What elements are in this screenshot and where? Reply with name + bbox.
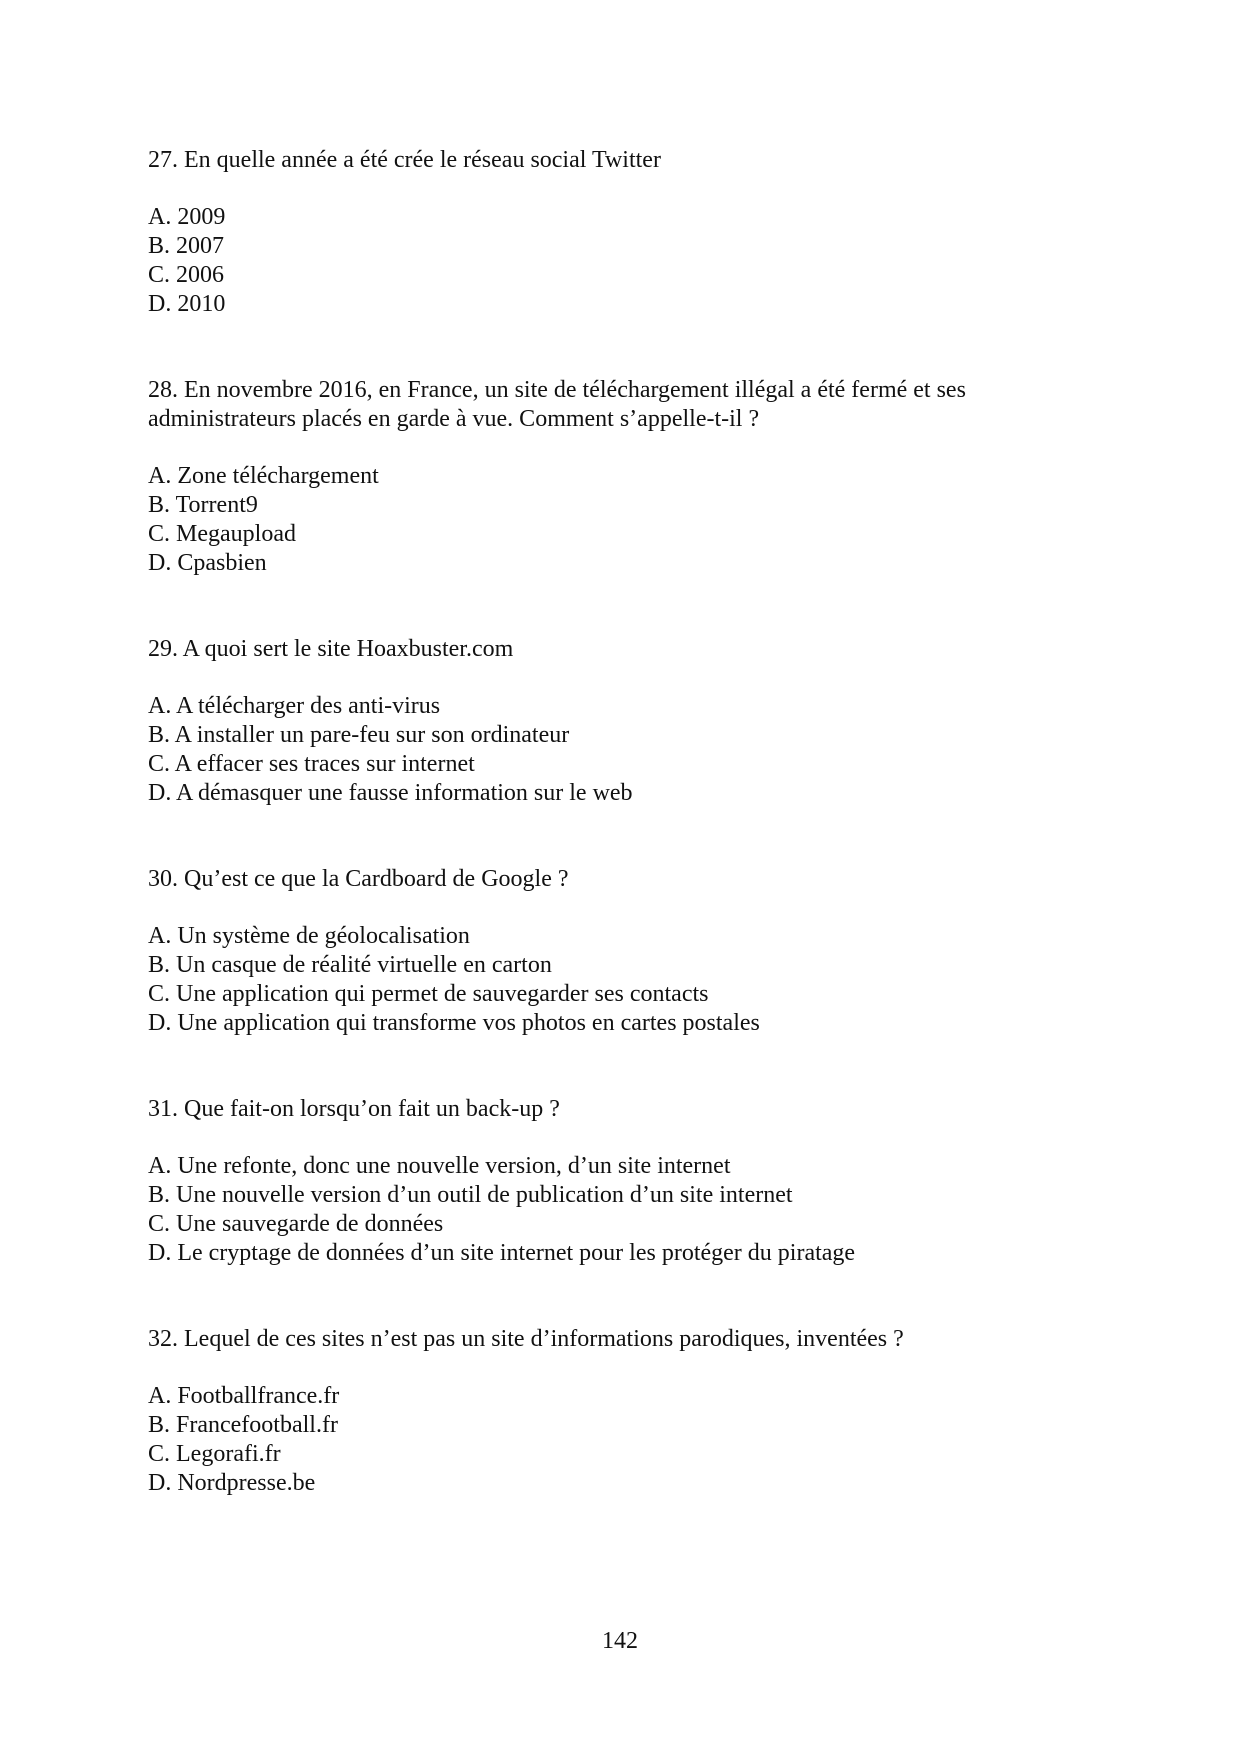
- answer-option: B. Un casque de réalité virtuelle en carton: [148, 952, 552, 978]
- question-text: 31. Que fait-on lorsqu’on fait un back-up ?: [148, 1096, 560, 1122]
- question-list: [148, 146, 1108, 1555]
- answer-option: A. Un système de géolocalisation: [148, 923, 470, 949]
- answer-option: B. Une nouvelle version d’un outil de publication d’un site internet: [148, 1182, 793, 1208]
- question-30: [148, 865, 1108, 1038]
- answer-option: D. Nordpresse.be: [148, 1470, 316, 1496]
- answer-option: D. Le cryptage de données d’un site internet pour les protéger du piratage: [148, 1240, 856, 1266]
- answer-option: B. Francefootball.fr: [148, 1412, 338, 1438]
- answer-option: C. Une application qui permet de sauvegarder ses contacts: [148, 981, 709, 1007]
- answer-option: D. Cpasbien: [148, 550, 267, 576]
- answer-options: [148, 692, 1108, 808]
- page-number: 142: [602, 1628, 638, 1654]
- question-text: 27. En quelle année a été crée le réseau social Twitter: [148, 147, 661, 173]
- answer-option: B. A installer un pare-feu sur son ordinateur: [148, 722, 570, 748]
- answer-options: [148, 1382, 1108, 1498]
- answer-option: A. Zone téléchargement: [148, 463, 379, 489]
- answer-option: A. Une refonte, donc une nouvelle version, d’un site internet: [148, 1153, 731, 1179]
- question-text: 32. Lequel de ces sites n’est pas un site d’informations parodiques, inventées ?: [148, 1326, 904, 1352]
- answer-option: C. Megaupload: [148, 521, 296, 547]
- answer-option: D. 2010: [148, 291, 226, 317]
- question-27: [148, 146, 1108, 319]
- answer-option: C. Une sauvegarde de données: [148, 1211, 444, 1237]
- answer-option: A. Footballfrance.fr: [148, 1383, 340, 1409]
- answer-options: [148, 462, 1108, 578]
- question-text: 30. Qu’est ce que la Cardboard de Google ?: [148, 866, 569, 892]
- answer-options: [148, 1152, 1108, 1268]
- answer-option: B. 2007: [148, 233, 225, 259]
- answer-option: C. A effacer ses traces sur internet: [148, 751, 475, 777]
- answer-option: C. Legorafi.fr: [148, 1441, 281, 1467]
- question-31: [148, 1095, 1108, 1268]
- answer-option: B. Torrent9: [148, 492, 258, 518]
- answer-option: D. Une application qui transforme vos photos en cartes postales: [148, 1010, 760, 1036]
- question-29: [148, 635, 1108, 808]
- answer-option: D. A démasquer une fausse information sur le web: [148, 780, 633, 806]
- question-text: 28. En novembre 2016, en France, un site de téléchargement illégal a été fermé et ses administrateurs placés en garde à vue. Comment s’appelle-t-il ?: [148, 377, 966, 432]
- answer-options: [148, 922, 1108, 1038]
- answer-options: [148, 203, 1108, 319]
- question-32: [148, 1325, 1108, 1498]
- answer-option: C. 2006: [148, 262, 225, 288]
- question-text: 29. A quoi sert le site Hoaxbuster.com: [148, 636, 514, 662]
- answer-option: A. A télécharger des anti-virus: [148, 693, 441, 719]
- question-28: [148, 376, 1108, 578]
- answer-option: A. 2009: [148, 204, 226, 230]
